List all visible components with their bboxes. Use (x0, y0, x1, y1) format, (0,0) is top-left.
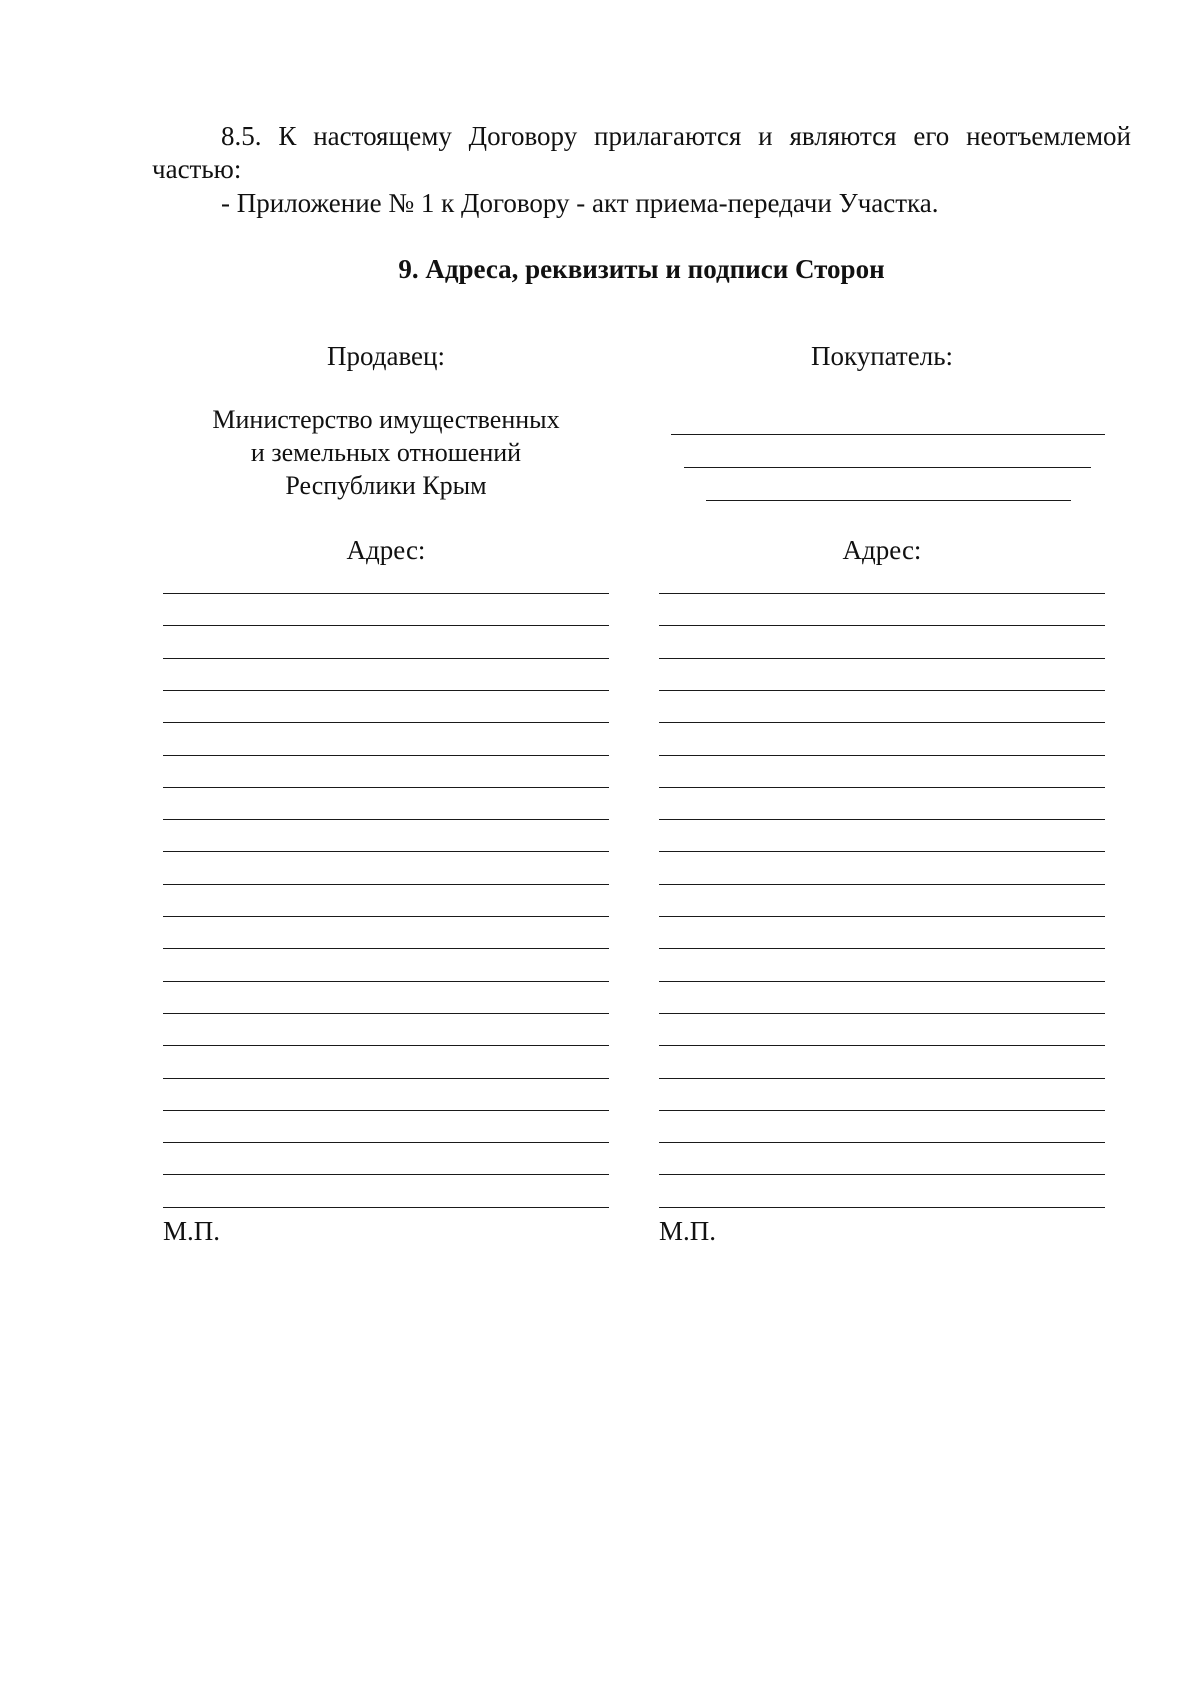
address-blank-line (659, 851, 1105, 852)
address-blank-line (163, 884, 609, 885)
address-blank-line (659, 1142, 1105, 1143)
address-blank-line (163, 1207, 609, 1208)
address-blank-line (163, 1013, 609, 1014)
address-blank-line (659, 916, 1105, 917)
buyer-stamp-mark: М.П. (659, 1216, 717, 1246)
address-blank-line (163, 916, 609, 917)
address-blank-line (659, 1110, 1105, 1111)
address-blank-line (163, 819, 609, 820)
buyer-name-line (706, 500, 1071, 501)
buyer-column (659, 0, 1105, 1681)
address-blank-line (163, 658, 609, 659)
address-blank-line (163, 1045, 609, 1046)
address-blank-line (163, 593, 609, 594)
seller-organization (163, 403, 609, 502)
address-blank-line (659, 787, 1105, 788)
address-blank-line (163, 948, 609, 949)
seller-stamp-mark: М.П. (163, 1216, 221, 1246)
address-blank-line (659, 819, 1105, 820)
address-blank-line (163, 625, 609, 626)
seller-org-line-3: Республики Крым (285, 471, 487, 500)
address-blank-line (659, 1207, 1105, 1208)
address-blank-line (163, 981, 609, 982)
address-blank-line (659, 755, 1105, 756)
address-blank-line (659, 884, 1105, 885)
address-blank-line (163, 1142, 609, 1143)
appendix-list-item: - Приложение № 1 к Договору - акт приема-передачи Участка. (221, 188, 939, 218)
address-blank-line (163, 755, 609, 756)
address-blank-line (659, 1045, 1105, 1046)
address-blank-line (163, 722, 609, 723)
address-blank-line (659, 722, 1105, 723)
address-blank-line (163, 1110, 609, 1111)
seller-org-line-1: Министерство имущественных (212, 405, 560, 434)
address-blank-line (163, 787, 609, 788)
clause-8-5-line-2: частью: (152, 154, 242, 184)
address-blank-line (659, 981, 1105, 982)
address-blank-line (659, 658, 1105, 659)
seller-label: Продавец: (327, 341, 445, 371)
address-blank-line (163, 1174, 609, 1175)
buyer-name-line (671, 434, 1105, 435)
seller-org-line-2: и земельных отношений (250, 438, 522, 467)
seller-column (163, 0, 609, 1681)
buyer-name-line (684, 467, 1091, 468)
address-blank-line (163, 1078, 609, 1079)
address-blank-line (659, 1174, 1105, 1175)
seller-address-label: Адрес: (346, 535, 426, 565)
buyer-address-label: Адрес: (842, 535, 922, 565)
address-blank-line (659, 593, 1105, 594)
address-blank-line (659, 948, 1105, 949)
address-blank-line (659, 625, 1105, 626)
address-blank-line (659, 690, 1105, 691)
address-blank-line (163, 690, 609, 691)
address-blank-line (659, 1078, 1105, 1079)
buyer-label: Покупатель: (810, 341, 954, 371)
section-9-heading: 9. Адреса, реквизиты и подписи Сторон (398, 254, 885, 284)
clause-8-5-line-1: 8.5. К настоящему Договору прилагаются и являются его неотъемлемой (221, 121, 1131, 151)
address-blank-line (163, 851, 609, 852)
address-blank-line (659, 1013, 1105, 1014)
